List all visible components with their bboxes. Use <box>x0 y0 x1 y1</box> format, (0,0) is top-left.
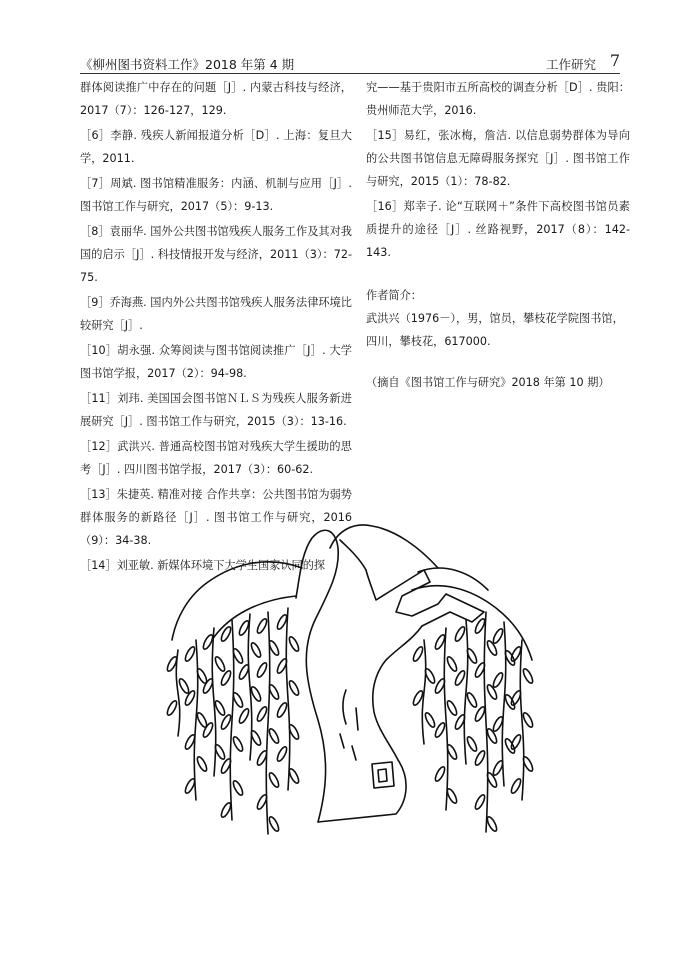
tree-branch <box>212 596 296 640</box>
willow-leaf <box>492 628 505 645</box>
reference-item: ［14］刘亚敏. 新媒体环境下大学生国家认同的探 <box>80 559 326 572</box>
source-note: （摘自《图书馆工作与研究》2018 年第 10 期） <box>366 376 610 389</box>
willow-leaf <box>454 626 467 643</box>
willow-leaf <box>220 670 233 687</box>
reference-item: ［10］胡永强. 众筹阅读与图书馆阅读推广［J］. 大学图书馆学报，2017（2）：94-98. <box>80 344 352 380</box>
willow-leaf <box>250 642 263 659</box>
willow-leaf <box>522 712 535 729</box>
author-heading: 作者简介： <box>366 289 422 302</box>
journal-title: 《柳州图书资料工作》2018 年第 4 期 <box>80 57 295 72</box>
willow-leaf <box>238 708 251 725</box>
reference-item: ［15］易红，张冰梅，詹洁. 以信息弱势群体为导向的公共图书馆信息无障碍服务探究［J］. 图书馆工作与研究，2015（1）：78-82. <box>366 129 630 188</box>
willow-leaf <box>220 714 233 731</box>
reference-item: ［7］周斌. 图书馆精准服务：内涵、机制与应用［J］. 图书馆工作与研究，2017（5）：9-13. <box>80 177 352 213</box>
willow-leaf <box>492 672 505 689</box>
willow-leaf <box>412 646 425 663</box>
reference-item: ［8］袁丽华. 国外公共图书馆残疾人服务工作及其对我国的启示［J］. 科技情报开发与经济，2011（3）：72-75. <box>80 225 352 284</box>
reference-item: ［9］乔海燕. 国内外公共图书馆残疾人服务法律环境比较研究［J］. <box>80 296 352 332</box>
willow-leaf <box>256 618 269 635</box>
page-number: 7 <box>609 51 620 70</box>
willow-strand <box>444 628 447 810</box>
reference-item: 究——基于贵阳市五所高校的调查分析［D］. 贵阳：贵州师范大学，2016. <box>366 81 630 117</box>
reference-item: ［11］刘玮. 美国国会图书馆ＮＬＳ为残疾人服务新进展研究［J］. 图书馆工作与研究，2015（3）：13-16. <box>80 392 352 428</box>
willow-strand <box>520 640 523 800</box>
willow-leaf <box>474 794 487 811</box>
willow-leaf <box>268 816 281 833</box>
willow-leaf <box>276 702 289 719</box>
willow-leaf <box>256 662 269 679</box>
willow-leaf <box>522 668 535 685</box>
willow-leaf <box>474 750 487 767</box>
willow-leaf <box>202 722 215 739</box>
willow-leaf <box>446 656 459 673</box>
willow-leaf <box>220 802 233 819</box>
tree-trunk <box>366 570 484 626</box>
willow-leaf <box>446 700 459 717</box>
reference-item: ［16］郑幸子. 论“互联网＋”条件下高校图书馆员素质提升的途径［J］. 丝路视野，2017（8）：142-143. <box>366 200 630 259</box>
willow-leaf <box>454 670 467 687</box>
willow-strand <box>194 640 197 800</box>
willow-leaf <box>178 678 191 695</box>
willow-leaf <box>268 772 281 789</box>
willow-strand <box>286 608 289 790</box>
tree-branch <box>172 562 302 640</box>
willow-leaf <box>196 756 209 773</box>
reference-item: ［6］李静. 残疾人新闻报道分析［D］. 上海：复旦大学，2011. <box>80 129 352 165</box>
section-title: 工作研究 <box>545 57 596 72</box>
tree-knot <box>372 762 394 788</box>
willow-leaf <box>232 736 245 753</box>
willow-leaf <box>510 778 523 795</box>
willow-leaf <box>474 706 487 723</box>
tree-trunk <box>318 626 422 822</box>
willow-leaf <box>166 700 179 717</box>
willow-leaf <box>268 728 281 745</box>
reference-item: ［13］朱捷英. 精准对接 合作共享：公共图书馆为弱势群体服务的新路径［J］. 图书馆工作与研究，2016（9）：34-38. <box>80 488 352 547</box>
reference-item: ［12］武洪兴. 普通高校图书馆对残疾大学生援助的思考［J］. 四川图书馆学报，2017（3）：60-62. <box>80 440 352 476</box>
tree-trunk <box>296 530 338 822</box>
willow-leaf <box>288 636 301 653</box>
willow-leaf <box>288 680 301 697</box>
willow-leaf <box>184 646 197 663</box>
tree-trunk <box>340 540 366 570</box>
willow-leaf <box>424 712 437 729</box>
willow-leaf <box>232 780 245 797</box>
willow-leaf <box>214 656 227 673</box>
willow-leaf <box>256 706 269 723</box>
willow-leaf <box>276 746 289 763</box>
tree-knot <box>378 769 387 782</box>
willow-strand <box>176 650 179 736</box>
willow-leaf <box>466 736 479 753</box>
willow-leaf <box>434 766 447 783</box>
reference-item: 群体阅读推广中存在的问题［J］. 内蒙古科技与经济，2017（7）：126-127，129. <box>80 81 352 117</box>
willow-leaf <box>486 816 499 833</box>
author-bio: 武洪兴（1976－），男，馆员，攀枝花学院图书馆，四川，攀枝花，617000. <box>366 312 624 348</box>
willow-leaf <box>466 692 479 709</box>
